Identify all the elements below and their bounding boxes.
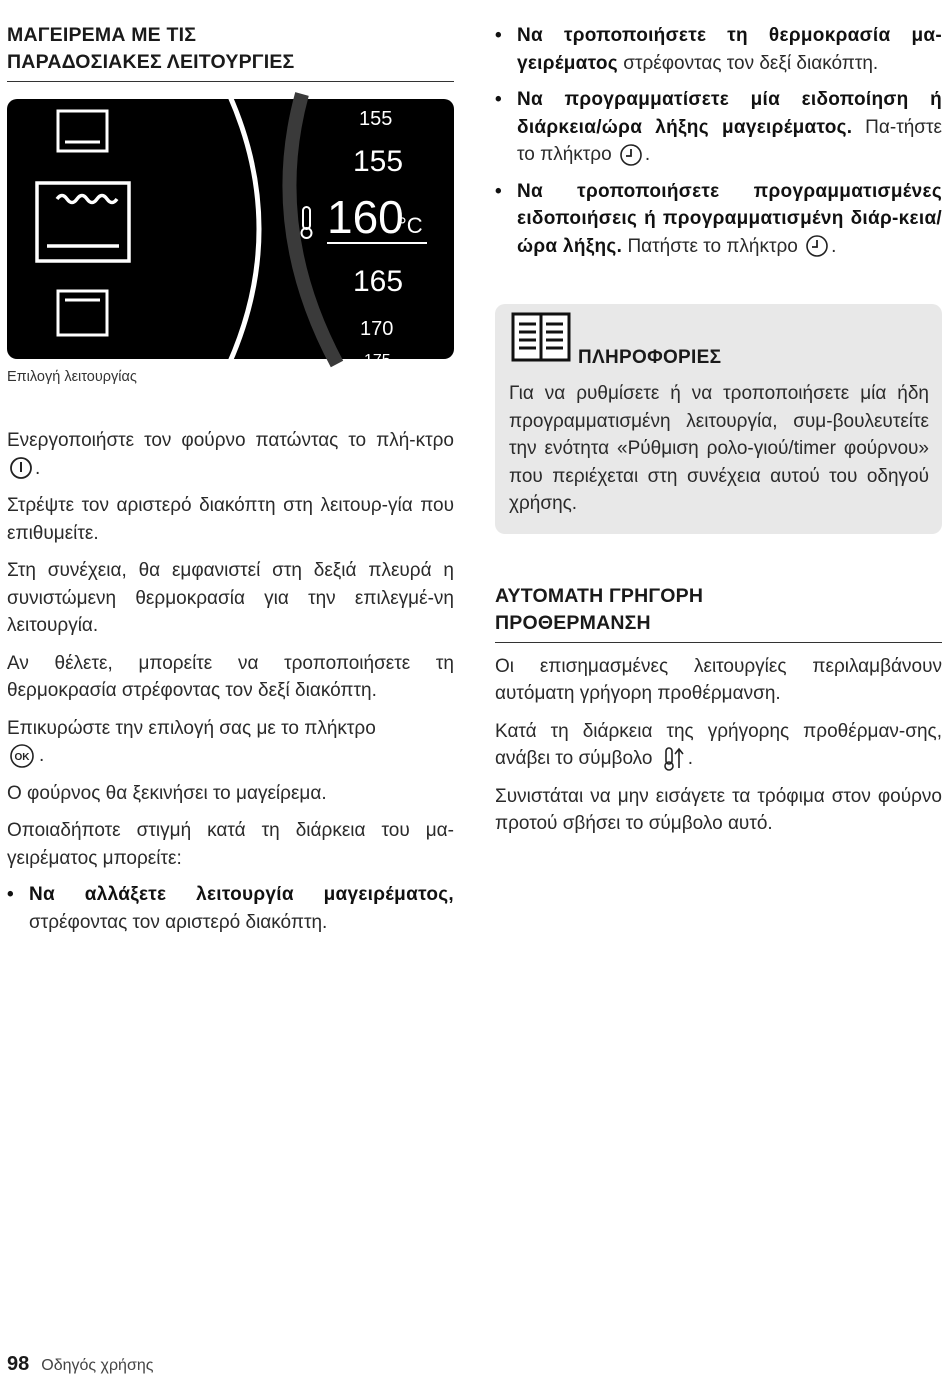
paragraph-preheat-symbol: Κατά τη διάρκεια της γρήγορης προθέρμαν-σης, ανάβει το σύμβολο . <box>495 718 942 773</box>
temp-value-4: 165 <box>353 265 404 298</box>
thermometer-icon <box>302 207 312 238</box>
paragraph-recommended-temp: Στη συνέχεια, θα εμφανιστεί στη δεξιά πλευρά η συνιστώμενη θερμοκρασία για την επιλεγμέ-νη λειτουργία. <box>7 560 454 636</box>
book-info-icon <box>509 312 573 364</box>
list-item: • Να τροποποιήσετε τη θερμοκρασία μα-γειρέματος στρέφοντας τον δεξί διακόπτη. <box>495 22 942 77</box>
temp-value-2: 155 <box>353 145 404 178</box>
cooking-actions-list <box>7 881 454 936</box>
cooking-actions-list-continued <box>495 22 942 260</box>
paragraph-oven-starts: Ο φούρνος θα ξεκινήσει το μαγείρεμα. <box>7 782 327 804</box>
info-box-header <box>509 304 929 372</box>
section-heading-traditional-functions: ΜΑΓΕΙΡΕΜΑ ΜΕ ΤΙΣ ΠΑΡΑΔΟΣΙΑΚΕΣ ΛΕΙΤΟΥΡΓΙΕΣ <box>7 22 454 82</box>
footer-label: Οδηγός χρήσης <box>41 1357 154 1374</box>
oven-function-icon-bottom <box>58 291 107 335</box>
section-heading-auto-preheat: ΑΥΤΟΜΑΤΗ ΓΡΗΓΟΡΗ ΠΡΟΘΕΡΜΑΝΣΗ <box>495 583 942 643</box>
paragraph-confirm: Επικυρώστε την επιλογή σας με το πλήκτρο OK . <box>7 715 454 770</box>
oven-function-icon-selected <box>37 183 129 261</box>
paragraph-during-cooking: Οποιαδήποτε στιγμή κατά τη διάρκεια του μα-γειρέματος μπορείτε: <box>7 820 454 869</box>
page-footer <box>7 1353 153 1376</box>
selector-arc <box>229 94 259 364</box>
figure-caption: Επιλογή λειτουργίας <box>7 369 137 385</box>
paragraph-modify-temp: Αν θέλετε, μπορείτε να τροποποιήσετε τη θερμοκρασία στρέφοντας τον δεξί διακόπτη. <box>7 652 454 701</box>
right-column <box>495 22 942 838</box>
paragraph-preheat-functions: Οι επισημασμένες λειτουργίες περιλαμβάνουν αυτόματη γρήγορη προθέρμανση. <box>495 655 942 704</box>
page-number: 98 <box>7 1353 30 1375</box>
temp-value-selected: 160 <box>327 191 404 243</box>
list-item: • Να τροποποιήσετε προγραμματισμένες ειδοποιήσεις ή προγραμματισμένη διάρ-κεια/ώρα λήξης. Πατήστε το πλήκτρο . <box>495 178 942 261</box>
rapid-preheat-icon <box>660 746 686 772</box>
paragraph-power-on: Ενεργοποιήστε τον φούρνο πατώντας το πλή-κτρο . <box>7 430 454 479</box>
info-title: ΠΛΗΡΟΦΟΡΙΕΣ <box>578 347 722 368</box>
temp-value-1: 155 <box>359 108 393 130</box>
left-column <box>7 22 454 936</box>
list-item: • Να αλλάξετε λειτουργία μαγειρέματος, στρέφοντας τον αριστερό διακόπτη. <box>7 881 454 936</box>
oven-display-image <box>7 99 454 369</box>
info-text: Για να ρυθμίσετε ή να τροποποιήσετε μία ήδη προγραμματισμένη λειτουργία, συμ-βουλευτείτε την ενότητα «Ρύθμιση ρολο-γιού/timer φούρνου» που περιέχεται στη συνέχεια αυτού του οδηγού χρήσης. <box>509 383 929 514</box>
info-box <box>495 304 942 534</box>
temp-unit: °C <box>398 213 423 238</box>
ok-button-icon <box>9 743 37 769</box>
oven-function-icon-top <box>58 111 107 151</box>
paragraph-preheat-advice: Συνιστάται να μην εισάγετε τα τρόφιμα στον φούρνο προτού σβήσει το σύμβολο αυτό. <box>495 785 942 834</box>
power-icon <box>9 456 33 480</box>
paragraph-turn-left-knob: Στρέψτε τον αριστερό διακόπτη στη λειτουρ-γία που επιθυμείτε. <box>7 495 454 544</box>
temp-value-6: 175 <box>364 352 391 369</box>
svg-text:OK: OK <box>14 751 30 763</box>
clock-icon <box>805 234 829 258</box>
clock-icon <box>619 143 643 167</box>
oven-display-graphic <box>7 99 454 369</box>
temp-value-5: 170 <box>360 318 394 340</box>
list-item: • Να προγραμματίσετε μία ειδοποίηση ή διάρκεια/ώρα λήξης μαγειρέματος. Πα-τήστε το πλήκτρο . <box>495 86 942 169</box>
